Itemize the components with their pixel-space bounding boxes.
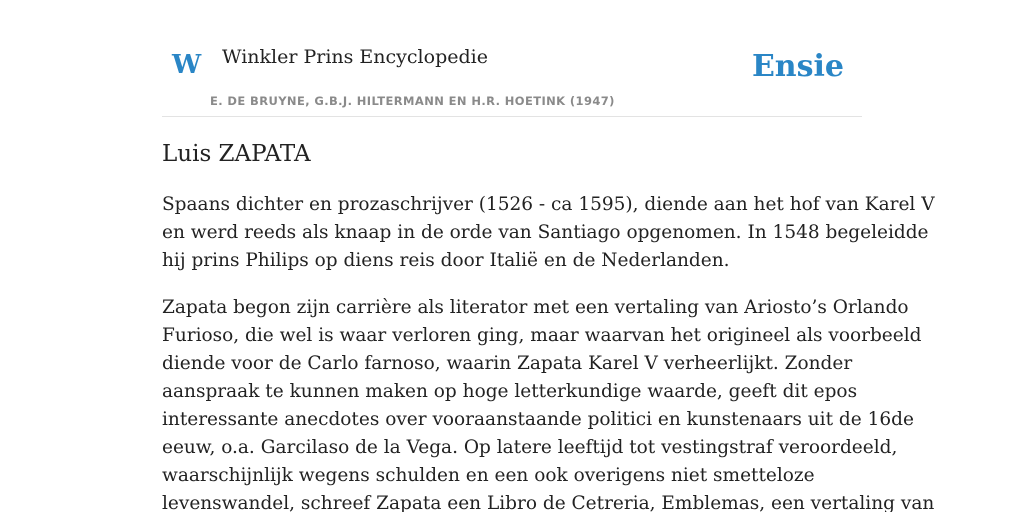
winkler-prins-logo[interactable]: W [172, 50, 202, 80]
paragraph-line: en werd reeds als knaap in de orde van Santiago opgenomen. In 1548 begeleidde [162, 222, 929, 243]
encyclopedia-title[interactable]: Winkler Prins Encyclopedie [222, 46, 488, 68]
paragraph-line: waarschijnlijk wegens schulden en een ook overigens niet smetteloze [162, 465, 815, 486]
encyclopedia-authors: E. DE BRUYNE, G.B.J. HILTERMANN EN H.R. HOETINK (1947) [210, 94, 615, 108]
ensie-logo[interactable]: Ensie [751, 49, 844, 84]
paragraph-line: diende voor de Carlo farnoso, waarin Zapata Karel V verheerlijkt. Zonder [162, 353, 853, 374]
site-header [162, 38, 862, 117]
paragraph-line: levenswandel, schreef Zapata een Libro de Cetreria, Emblemas, een vertaling van [162, 493, 935, 512]
article-title: Luis ZAPATA [162, 141, 311, 167]
article-paragraph-1 [162, 191, 935, 275]
article-paragraph-2 [162, 294, 935, 512]
paragraph-line: interessante anecdotes over vooraanstaande politici en kunstenaars uit de 16de [162, 409, 914, 430]
paragraph-line: Zapata begon zijn carrière als literator met een vertaling van Ariosto’s Orlando [162, 297, 909, 318]
paragraph-line: aanspraak te kunnen maken op hoge letterkundige waarde, geeft dit epos [162, 381, 858, 402]
paragraph-line: Furioso, die wel is waar verloren ging, maar waarvan het origineel als voorbeeld [162, 325, 922, 346]
paragraph-line: Spaans dichter en prozaschrijver (1526 - ca 1595), diende aan het hof van Karel V [162, 194, 935, 215]
paragraph-line: hij prins Philips op diens reis door Italië en de Nederlanden. [162, 250, 730, 271]
paragraph-line: eeuw, o.a. Garcilaso de la Vega. Op latere leeftijd tot vestingstraf veroordeeld, [162, 437, 898, 458]
article [162, 138, 935, 512]
